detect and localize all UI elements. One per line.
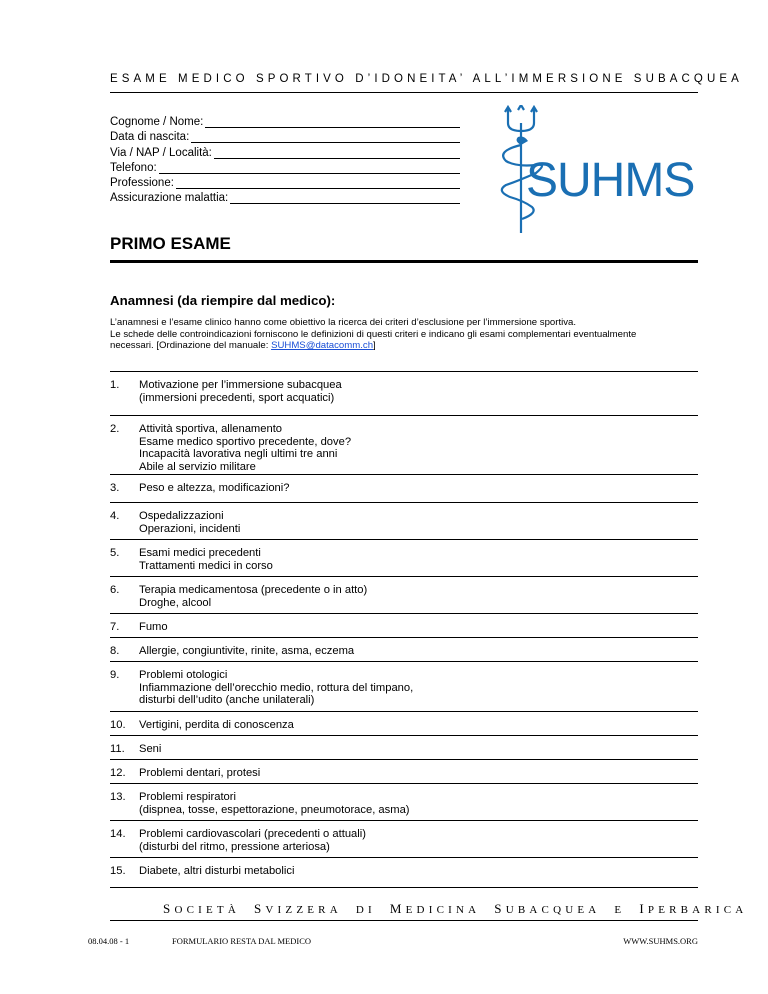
item-number: 7. [110, 621, 120, 633]
list-item [110, 662, 698, 712]
item-line: Terapia medicamentosa (precedente o in atto) [139, 584, 368, 596]
patient-field-row [110, 191, 460, 206]
item-line: (immersioni precedenti, sport acquatici) [139, 391, 335, 404]
item-text [139, 510, 240, 534]
field-label: Telefono: [110, 161, 157, 174]
anamnesis-heading: Anamnesi (da riempire dal medico): [110, 293, 336, 308]
field-label: Assicurazione malattia: [110, 192, 229, 205]
society-word [163, 901, 240, 916]
word-initial: S [253, 901, 266, 916]
item-text [139, 584, 367, 608]
anamnesis-list [110, 371, 698, 888]
anamnesis-intro [110, 317, 710, 352]
footer-divider [110, 920, 698, 921]
item-text [139, 669, 413, 706]
society-word [389, 901, 481, 916]
society-word [494, 901, 601, 916]
title-divider [110, 260, 698, 263]
list-item [110, 736, 698, 760]
item-number: 10. [110, 719, 126, 731]
item-line: Infiammazione dell’orecchio medio, rottura del timpano, [139, 681, 414, 694]
item-line: Motivazione per l’immersione subacquea [139, 379, 342, 391]
item-text [139, 423, 352, 473]
item-text [139, 379, 342, 410]
item-line: Ospedalizzazioni [139, 510, 224, 522]
item-text [139, 743, 161, 754]
item-line: Problemi otologici [139, 669, 228, 681]
suhms-logo [488, 105, 703, 235]
item-line: Diabete, altri disturbi metabolici [139, 865, 295, 877]
item-line: Incapacità lavorativa negli ultimi tre anni [139, 448, 338, 460]
word-initial: S [163, 901, 175, 916]
list-item [110, 712, 698, 736]
item-number: 4. [110, 510, 120, 522]
item-line: disturbi dell’udito (anche unilaterali) [139, 694, 315, 706]
field-label: Professione: [110, 176, 174, 189]
intro-line [110, 340, 710, 352]
list-item [110, 614, 698, 638]
list-item [110, 760, 698, 784]
item-text [139, 547, 273, 571]
field-input-line[interactable] [159, 163, 460, 174]
field-input-line[interactable] [205, 117, 460, 128]
item-number: 9. [110, 669, 120, 681]
item-number: 8. [110, 645, 120, 657]
word-rest: EDICINA [405, 904, 481, 916]
header-divider [110, 92, 698, 93]
website: WWW.SUHMS.ORG [623, 936, 698, 946]
item-line: Problemi respiratori [139, 791, 236, 803]
field-label: Data di nascita: [110, 131, 190, 144]
list-item [110, 638, 698, 662]
item-number: 12. [110, 767, 126, 779]
patient-field-row [110, 145, 460, 160]
item-number: 6. [110, 584, 120, 596]
field-label: Cognome / Nome: [110, 116, 204, 129]
patient-info-block [110, 115, 460, 206]
word-rest: E [614, 904, 626, 916]
item-line: Operazioni, incidenti [139, 522, 241, 535]
society-word [356, 904, 376, 916]
list-item [110, 372, 698, 416]
item-text [139, 719, 294, 730]
list-item [110, 577, 698, 614]
item-line: Problemi cardiovascolari (precedenti o attuali) [139, 828, 366, 840]
item-text [139, 791, 410, 815]
patient-field-row [110, 176, 460, 191]
item-line: Allergie, congiuntivite, rinite, asma, eczema [139, 645, 355, 657]
patient-field-row [110, 115, 460, 130]
word-initial: S [494, 901, 506, 916]
item-number: 13. [110, 791, 126, 803]
item-line: Seni [139, 743, 162, 755]
email-link[interactable]: SUHMS@datacomm.ch [271, 340, 374, 351]
item-line: (dispnea, tosse, espettorazione, pneumotorace, asma) [139, 803, 410, 816]
intro-line: Le schede delle controindicazioni forniscono le definizioni di questi criteri e indicano gli esami complementari eventualmente [110, 328, 637, 340]
item-line: (disturbi del ritmo, pressione arteriosa) [139, 840, 330, 853]
item-number: 11. [110, 743, 125, 755]
page-number: 08.04.08 - 1 [88, 936, 130, 946]
intro-text: necessari. [Ordinazione del manuale: [110, 340, 272, 351]
item-text [139, 621, 168, 632]
patient-field-row [110, 161, 460, 176]
item-line: Abile al servizio militare [139, 460, 256, 473]
item-line: Fumo [139, 621, 168, 633]
list-item [110, 475, 698, 503]
item-number: 5. [110, 547, 120, 559]
item-number: 2. [110, 423, 120, 435]
item-line: Droghe, alcool [139, 596, 212, 609]
word-initial: I [639, 901, 648, 916]
word-initial: M [389, 901, 406, 916]
item-text [139, 828, 366, 852]
field-label: Via / NAP / Località: [110, 146, 212, 159]
field-input-line[interactable] [176, 178, 460, 189]
word-rest: UBACQUEA [505, 904, 601, 916]
society-word [253, 901, 342, 916]
list-item [110, 416, 698, 475]
item-number: 1. [110, 379, 120, 391]
society-name [163, 901, 761, 917]
item-line: Problemi dentari, protesi [139, 767, 261, 779]
intro-text: ] [373, 340, 376, 351]
intro-line: L’anamnesi e l’esame clinico hanno come obiettivo la ricerca dei criteri d’esclusione per l’immersione sportiva. [110, 317, 577, 328]
society-word [614, 904, 625, 916]
item-line: Attività sportiva, allenamento [139, 423, 283, 435]
word-rest: DI [355, 904, 376, 916]
item-number: 3. [110, 482, 120, 494]
society-word [639, 901, 748, 916]
item-text [139, 767, 260, 778]
form-name: FORMULARIO RESTA DAL MEDICO [172, 936, 312, 946]
item-text [139, 645, 354, 656]
item-line: Peso e altezza, modificazioni? [139, 482, 290, 494]
list-item [110, 503, 698, 540]
item-line: Esame medico sportivo precedente, dove? [139, 435, 352, 448]
field-input-line[interactable] [230, 193, 460, 204]
item-text [139, 865, 294, 882]
list-item [110, 858, 698, 888]
patient-field-row [110, 130, 460, 145]
item-line: Trattamenti medici in corso [139, 559, 273, 572]
list-item [110, 540, 698, 577]
page-title: PRIMO ESAME [110, 234, 231, 253]
list-item [110, 784, 698, 821]
field-input-line[interactable] [214, 148, 460, 159]
logo-text: SUHMS [526, 154, 695, 207]
item-number: 14. [110, 828, 126, 840]
word-rest: OCIETÀ [174, 904, 240, 916]
item-line: Vertigini, perdita di conoscenza [139, 719, 294, 731]
word-rest: PERBARICA [647, 904, 748, 916]
item-text [139, 482, 290, 497]
item-number: 15. [110, 865, 126, 877]
field-input-line[interactable] [191, 132, 460, 143]
item-line: Esami medici precedenti [139, 547, 261, 559]
word-rest: VIZZERA [265, 904, 342, 916]
list-item [110, 821, 698, 858]
document-header: ESAME MEDICO SPORTIVO D’IDONEITA’ ALL’IMMERSIONE SUBACQUEA [110, 73, 743, 85]
